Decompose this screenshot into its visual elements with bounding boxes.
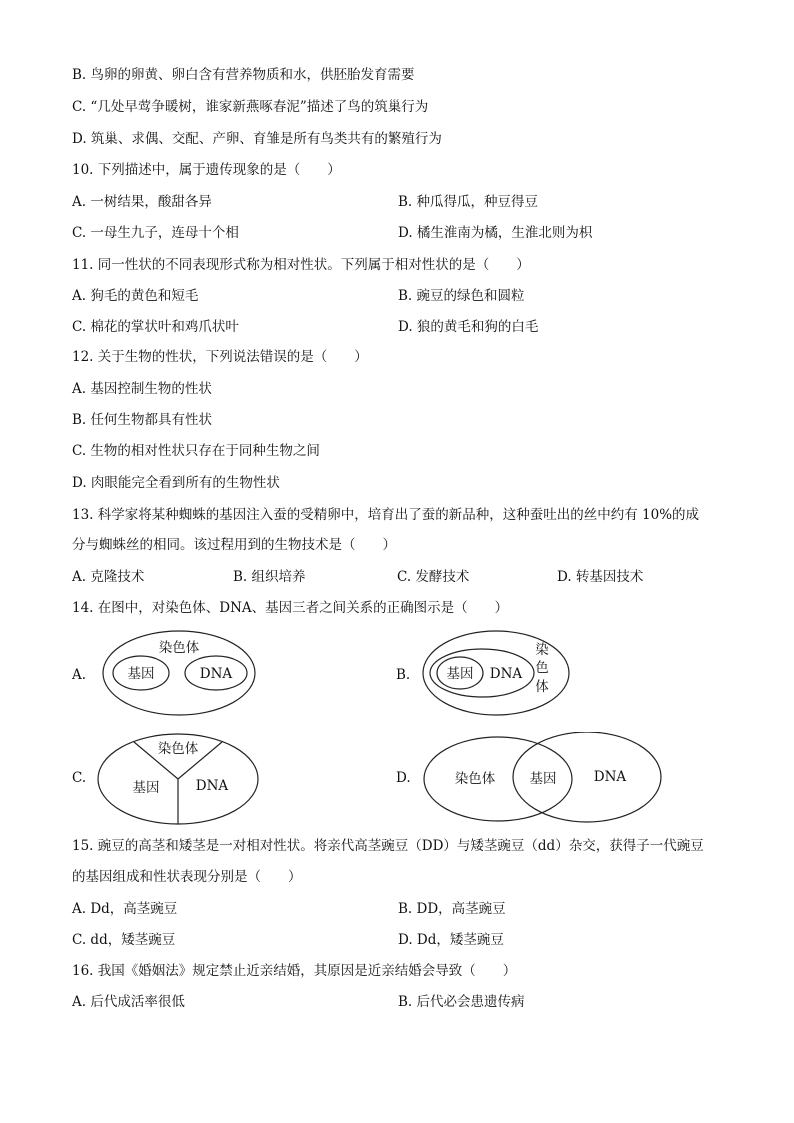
diagram-c-dna-label: DNA <box>195 778 229 794</box>
q12-option-c: C. 生物的相对性状只存在于同种生物之间 <box>72 443 320 459</box>
q11-stem: 11. 同一性状的不同表现形式称为相对性状。下列属于相对性状的是（ ） <box>72 257 530 273</box>
q15-option-a: A. Dd，高茎豌豆 <box>72 901 178 917</box>
diagram-a <box>100 628 260 722</box>
q15-option-c: C. dd，矮茎豌豆 <box>72 932 176 948</box>
q14-option-a-label: A. <box>72 667 87 683</box>
q15-stem-line1: 15. 豌豆的高茎和矮茎是一对相对性状。将亲代高茎豌豆（DD）与矮茎豌豆（dd）杂交，获得子一代豌豆 <box>72 838 704 854</box>
diagram-b-gene-label: 基因 <box>446 666 474 682</box>
q12-option-d: D. 肉眼能完全看到所有的生物性状 <box>72 475 280 491</box>
q16-stem: 16. 我国《婚姻法》规定禁止近亲结婚，其原因是近亲结婚会导致（ ） <box>72 963 517 979</box>
q15-option-b: B. DD，高茎豌豆 <box>398 901 506 917</box>
q15-stem-line2: 的基因组成和性状表现分别是（ ） <box>72 869 302 885</box>
q10-option-d: D. 橘生淮南为橘，生淮北则为枳 <box>398 225 593 241</box>
q13-option-a: A. 克隆技术 <box>72 569 145 585</box>
q9-option-b: B. 鸟卵的卵黄、卵白含有营养物质和水，供胚胎发育需要 <box>72 67 415 83</box>
diagram-c-gene-label: 基因 <box>132 780 160 796</box>
q16-option-b: B. 后代必会患遗传病 <box>398 994 525 1010</box>
q9-option-d: D. 筑巢、求偶、交配、产卵、育雏是所有鸟类共有的繁殖行为 <box>72 131 442 147</box>
diagram-a-gene-label: 基因 <box>127 666 155 682</box>
q12-option-a: A. 基因控制生物的性状 <box>72 381 212 397</box>
q15-option-d: D. Dd，矮茎豌豆 <box>398 932 504 948</box>
q11-option-c: C. 棉花的掌状叶和鸡爪状叶 <box>72 319 239 335</box>
q14-stem: 14. 在图中，对染色体、DNA、基因三者之间关系的正确图示是（ ） <box>72 600 509 616</box>
diagram-d-gene-label: 基因 <box>529 771 557 787</box>
q14-option-b-label: B. <box>396 667 411 683</box>
diagram-b <box>420 628 578 722</box>
diagram-b-dna-label: DNA <box>489 666 523 682</box>
q13-option-d: D. 转基因技术 <box>557 569 644 585</box>
diagram-a-chromosome-label: 染色体 <box>158 640 200 656</box>
diagram-c <box>96 732 260 828</box>
q9-option-c: C. “几处早莺争暖树，谁家新燕啄春泥”描述了鸟的筑巢行为 <box>72 99 429 115</box>
q10-option-c: C. 一母生九子，连母十个相 <box>72 225 239 241</box>
q14-option-c-label: C. <box>72 770 87 786</box>
diagram-d-chromosome-label: 染色体 <box>454 771 496 787</box>
q13-option-b: B. 组织培养 <box>233 569 306 585</box>
diagram-b-chromosome-char-2: 色 <box>535 660 549 676</box>
q10-stem: 10. 下列描述中，属于遗传现象的是（ ） <box>72 162 341 178</box>
q13-option-c: C. 发酵技术 <box>397 569 470 585</box>
diagram-c-chromosome-label: 染色体 <box>157 741 199 757</box>
q10-option-b: B. 种瓜得瓜，种豆得豆 <box>398 194 539 210</box>
diagram-b-chromosome-char-1: 染 <box>535 642 549 658</box>
q12-option-b: B. 任何生物都具有性状 <box>72 412 213 428</box>
diagram-b-chromosome-char-3: 体 <box>535 679 549 695</box>
q16-option-a: A. 后代成活率很低 <box>72 994 185 1010</box>
diagram-d-dna-label: DNA <box>593 769 627 785</box>
q13-stem-line2: 分与蜘蛛丝的相同。该过程用到的生物技术是（ ） <box>72 537 396 553</box>
q14-option-d-label: D. <box>396 770 411 786</box>
q12-stem: 12. 关于生物的性状，下列说法错误的是（ ） <box>72 349 368 365</box>
q11-option-d: D. 狼的黄毛和狗的白毛 <box>398 319 539 335</box>
q11-option-b: B. 豌豆的绿色和圆粒 <box>398 288 525 304</box>
q11-option-a: A. 狗毛的黄色和短毛 <box>72 288 199 304</box>
q13-stem-line1: 13. 科学家将某种蜘蛛的基因注入蚕的受精卵中，培育出了蚕的新品种，这种蚕吐出的丝中约有 10%的成 <box>72 507 700 523</box>
q10-option-a: A. 一树结果，酸甜各异 <box>72 194 212 210</box>
diagram-d <box>422 732 664 828</box>
diagram-a-dna-label: DNA <box>199 666 233 682</box>
